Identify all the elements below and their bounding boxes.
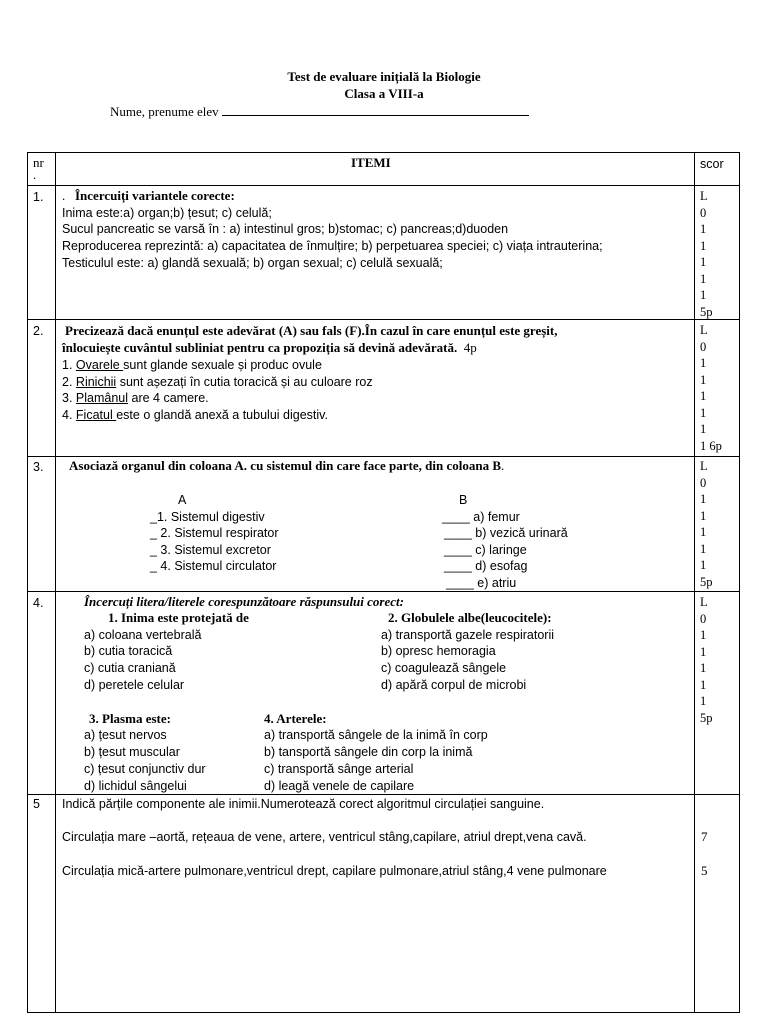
q3-organ: ____ a) femur bbox=[442, 510, 520, 524]
student-name-label: Nume, prenume elev bbox=[110, 104, 219, 119]
score-cell: 1 bbox=[700, 271, 707, 286]
underlined-word: Plamânul bbox=[75, 391, 129, 405]
score-cell: 0 bbox=[700, 339, 707, 354]
q4-title: Încercuți litera/literele corespunzătoare răspunsului corect: bbox=[84, 594, 404, 609]
score-cell: 1 bbox=[700, 558, 707, 572]
q3-system: _ 2. Sistemul respirator bbox=[150, 526, 279, 540]
q4-option: c) coagulează sângele bbox=[381, 661, 507, 675]
q4-option: b) cutia toracică bbox=[84, 644, 173, 658]
column-divider bbox=[55, 152, 56, 1013]
q1-score-column bbox=[700, 188, 713, 320]
row-divider bbox=[27, 456, 740, 457]
q3-column-b-header: B bbox=[459, 493, 468, 507]
q4-option: c) transportă sânge arterial bbox=[264, 762, 414, 776]
score-cell: 1 bbox=[700, 255, 707, 269]
score-cell: 0 bbox=[700, 475, 707, 490]
score-cell: 1 bbox=[700, 372, 707, 387]
score-cell: 1 bbox=[700, 356, 707, 370]
score-cell: 1 bbox=[700, 389, 707, 403]
q2-number: 2. bbox=[33, 324, 44, 338]
q5-pulmonary-circulation: Circulația mică-artere pulmonare,ventricul drept, capilare pulmonare,atriul stâng,4 vene pulmonare bbox=[62, 864, 607, 878]
q3-organ: ____ b) vezică urinară bbox=[444, 526, 568, 540]
q2-score-column bbox=[700, 322, 722, 454]
score-cell: 5p bbox=[700, 574, 713, 589]
student-name-underline bbox=[222, 103, 529, 116]
score-cell: L bbox=[700, 459, 708, 473]
score-cell: 1 bbox=[700, 541, 707, 556]
row-divider bbox=[27, 185, 740, 186]
score-cell: L bbox=[700, 189, 708, 203]
q3-score-column bbox=[700, 458, 713, 590]
q3-number: 3. bbox=[33, 460, 44, 474]
q4-option: d) peretele celular bbox=[84, 678, 185, 692]
underlined-word: Ficatul bbox=[75, 408, 117, 422]
score-cell: 1 bbox=[700, 238, 707, 253]
q3-column-a-header: A bbox=[178, 493, 187, 507]
statement-number: 3. bbox=[62, 391, 73, 405]
q2-title-line2 bbox=[62, 340, 477, 356]
statement-number: 2. bbox=[62, 375, 73, 389]
q2-statement bbox=[62, 374, 373, 390]
table-border-right bbox=[739, 152, 740, 1013]
statement-text: sunt așezați în cutia toracică și au culoare roz bbox=[116, 375, 373, 389]
q4-option: b) opresc hemoragia bbox=[381, 644, 496, 658]
q4-subquestion-4: 4. Arterele: bbox=[264, 711, 327, 726]
score-cell: 1 bbox=[700, 525, 707, 539]
score-cell: L bbox=[700, 595, 708, 609]
q4-score-column bbox=[700, 594, 713, 726]
q4-option: d) lichidul sângelui bbox=[84, 779, 187, 793]
q4-option: a) transportă sângele de la inimă în corp bbox=[264, 728, 488, 742]
q1-title-prefix: . bbox=[62, 188, 66, 203]
column-divider bbox=[694, 152, 695, 1013]
score-cell: 1 bbox=[700, 222, 707, 236]
q5-score-pulmonary: 5 bbox=[701, 863, 708, 878]
score-cell: 1 bbox=[700, 422, 707, 436]
q5-score-systemic: 7 bbox=[701, 829, 708, 844]
q4-option: d) leagă venele de capilare bbox=[264, 779, 415, 793]
q1-number: 1. bbox=[33, 190, 44, 204]
statement-number: 4. bbox=[62, 408, 73, 422]
q3-organ: ____ e) atriu bbox=[446, 576, 517, 590]
student-name-field[interactable] bbox=[110, 103, 529, 120]
q1-title bbox=[62, 188, 235, 204]
score-cell: 1 bbox=[700, 492, 707, 506]
q2-statement bbox=[62, 407, 328, 423]
q1-line: Reproducerea reprezintă: a) capacitatea de înmulțire; b) perpetuarea speciei; c) viața intrauterina; bbox=[62, 239, 603, 253]
q5-number: 5 bbox=[33, 797, 40, 811]
q1-line: Inima este:a) organ;b) țesut; c) celulă; bbox=[62, 206, 272, 220]
header-score: scor bbox=[700, 157, 724, 171]
q4-option: a) transportă gazele respiratorii bbox=[381, 628, 554, 642]
q4-option: b) țesut muscular bbox=[84, 745, 180, 759]
statement-text: este o glandă anexă a tubului digestiv. bbox=[116, 408, 328, 422]
score-cell: 1 bbox=[700, 628, 707, 642]
q4-option: a) țesut nervos bbox=[84, 728, 167, 742]
q3-system: _1. Sistemul digestiv bbox=[150, 510, 265, 524]
q3-system: _ 3. Sistemul excretor bbox=[150, 543, 271, 557]
score-cell: 0 bbox=[700, 611, 707, 626]
q1-line: Testiculul este: a) glandă sexuală; b) organ sexual; c) celulă sexuală; bbox=[62, 256, 443, 270]
q3-title-text: Asociază organul din coloana A. cu sistemul din care face parte, din coloana B bbox=[69, 458, 502, 473]
table-border-left bbox=[27, 152, 28, 1013]
table-border-bottom bbox=[27, 1012, 740, 1013]
underlined-word: Rinichii bbox=[75, 375, 117, 389]
table-border-top bbox=[27, 152, 740, 153]
q4-subquestion-2: 2. Globulele albe(leucocitele): bbox=[388, 610, 552, 625]
score-cell: 1 bbox=[700, 508, 707, 523]
score-cell: 1 bbox=[700, 644, 707, 659]
score-cell: 1 bbox=[700, 677, 707, 692]
q4-option: c) cutia craniană bbox=[84, 661, 176, 675]
q3-system: _ 4. Sistemul circulator bbox=[150, 559, 277, 573]
q2-points: 4p bbox=[463, 340, 477, 355]
q4-option: c) țesut conjunctiv dur bbox=[84, 762, 206, 776]
document-title: Test de evaluare inițială la Biologie bbox=[287, 69, 481, 84]
q2-title-line1: Precizează dacă enunțul este adevărat (A) sau fals (F).În cazul în care enunțul este greșit, bbox=[65, 323, 558, 338]
statement-text: sunt glande sexuale și produc ovule bbox=[123, 358, 322, 372]
q4-number: 4. bbox=[33, 596, 44, 610]
row-divider bbox=[27, 591, 740, 592]
header-nr: nr bbox=[33, 155, 44, 170]
q4-option: b) tansportă sângele din corp la inimă bbox=[264, 745, 473, 759]
q2-statement bbox=[62, 357, 322, 373]
document-subtitle: Clasa a VIII-a bbox=[344, 86, 424, 101]
statement-number: 1. bbox=[62, 358, 73, 372]
score-cell: 5p bbox=[700, 304, 713, 319]
score-cell: 1 6p bbox=[700, 438, 722, 453]
header-nr-dot: . bbox=[33, 167, 37, 182]
score-cell: 1 bbox=[700, 405, 707, 420]
underlined-word: Ovarele bbox=[75, 358, 124, 372]
row-divider bbox=[27, 794, 740, 795]
score-cell: 1 bbox=[700, 288, 707, 302]
score-cell: 1 bbox=[700, 661, 707, 675]
q5-systemic-circulation: Circulația mare –aortă, rețeaua de vene, artere, ventricul stâng,capilare, atriul drept,vena cavă. bbox=[62, 830, 587, 844]
statement-text: are 4 camere. bbox=[128, 391, 209, 405]
header-items: ITEMI bbox=[351, 155, 391, 170]
q4-option: a) coloana vertebrală bbox=[84, 628, 202, 642]
q3-organ: ____ c) laringe bbox=[444, 543, 527, 557]
q3-organ: ____ d) esofag bbox=[444, 559, 528, 573]
score-cell: 5p bbox=[700, 710, 713, 725]
q4-option: d) apără corpul de microbi bbox=[381, 678, 527, 692]
q5-instruction: Indică părțile componente ale inimii.Numerotează corect algoritmul circulației sanguine. bbox=[62, 797, 545, 811]
q2-statement bbox=[62, 390, 209, 406]
q4-subquestion-1: 1. Inima este protejată de bbox=[108, 610, 249, 625]
score-cell: 0 bbox=[700, 205, 707, 220]
row-divider bbox=[27, 319, 740, 320]
q4-subquestion-3: 3. Plasma este: bbox=[89, 711, 171, 726]
score-cell: 1 bbox=[700, 694, 707, 708]
q3-title-end: . bbox=[501, 458, 505, 473]
q3-title bbox=[69, 458, 504, 474]
q1-line: Sucul pancreatic se varsă în : a) intestinul gros; b)stomac; c) pancreas;d)duoden bbox=[62, 222, 509, 236]
score-cell: L bbox=[700, 323, 708, 337]
q2-title-text: înlocuiește cuvântul subliniat pentru ca propoziția să devină adevărată. bbox=[62, 340, 458, 355]
q1-title-text: Încercuiți variantele corecte: bbox=[75, 188, 235, 203]
